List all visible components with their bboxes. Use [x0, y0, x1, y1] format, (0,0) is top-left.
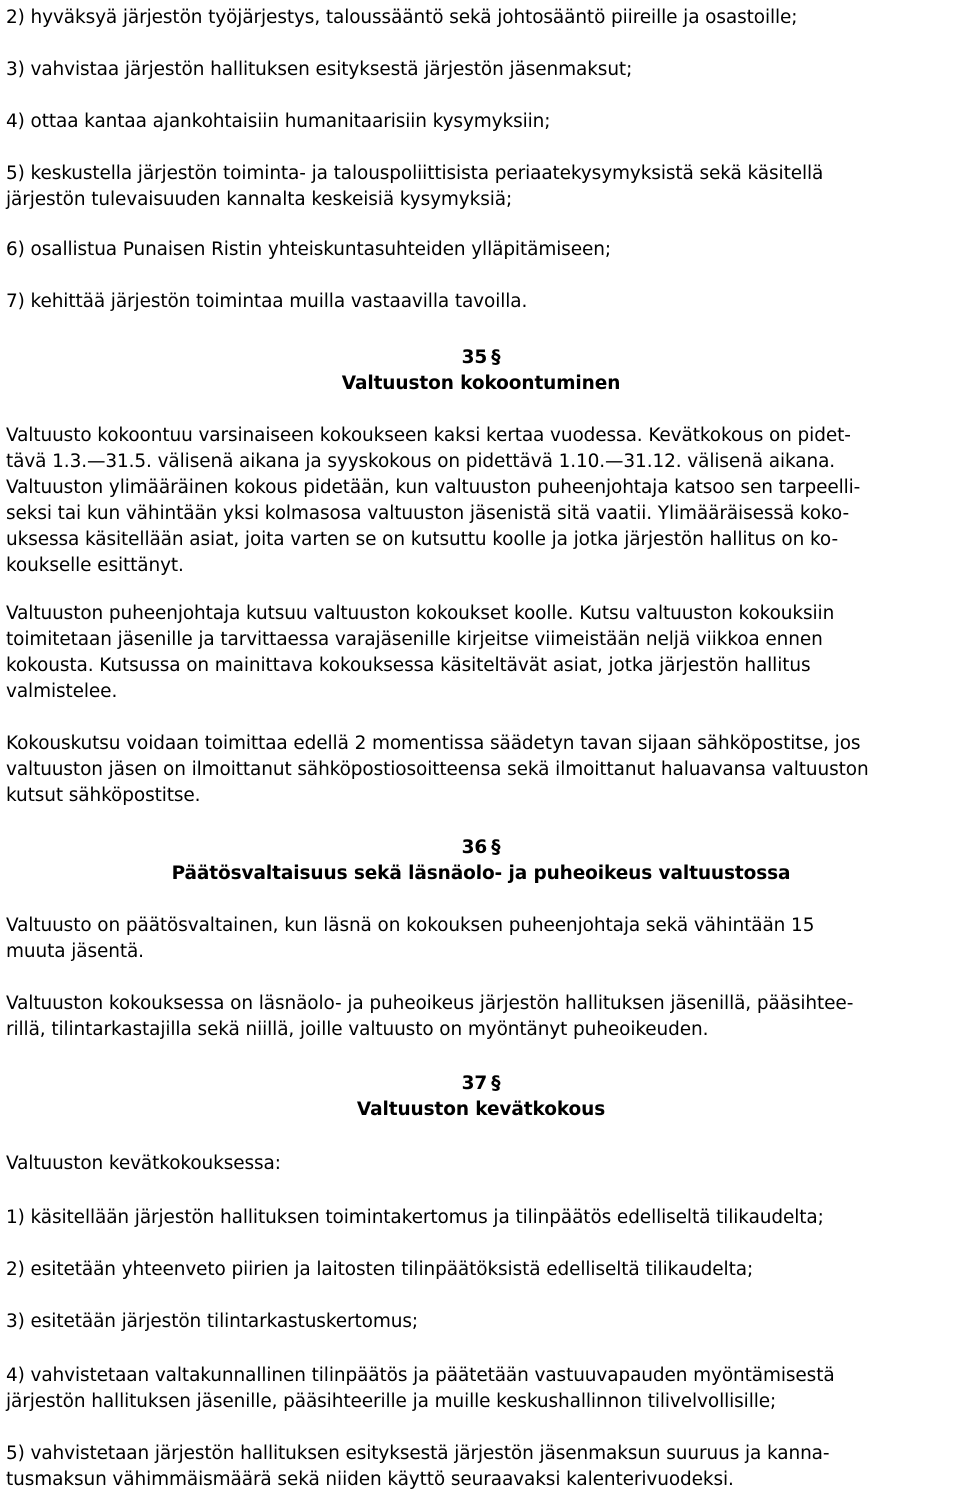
text-line: 7) kehittää järjestön toimintaa muilla vastaavilla tavoilla.: [6, 291, 528, 312]
text-line: 4) ottaa kantaa ajankohtaisiin humanitaarisiin kysymyksiin;: [6, 111, 551, 132]
list-item-6: [6, 237, 956, 263]
text-line: valmistelee.: [6, 681, 118, 702]
text-line: Kokouskutsu voidaan toimittaa edellä 2 momentissa säädetyn tavan sijaan sähköpostitse, jos: [6, 733, 861, 754]
section-37-item-1: [6, 1205, 956, 1231]
text-line: 2) esitetään yhteenveto piirien ja laitosten tilinpäätöksistä edelliseltä tilikaudelta;: [6, 1259, 754, 1280]
text-line: Valtuuston ylimääräinen kokous pidetään, kun valtuuston puheenjohtaja katsoo sen tarpeelli-: [6, 477, 861, 498]
text-line: 3) esitetään järjestön tilintarkastuskertomus;: [6, 1311, 418, 1332]
text-line: valtuuston jäsen on ilmoittanut sähköpostiosoitteensa sekä ilmoittanut haluavansa valtuuston: [6, 759, 869, 780]
text-line: toimitetaan jäsenille ja tarvittaessa varajäsenille kirjeitse viimeistään neljä viikkoa ennen: [6, 629, 823, 650]
section-number: 36: [461, 837, 488, 858]
section-36-paragraph-1: [6, 913, 956, 965]
list-item-7: [6, 289, 956, 315]
section-36-paragraph-2: [6, 991, 956, 1043]
section-symbol: §: [491, 347, 501, 368]
text-line: Valtuuston kokouksessa on läsnäolo- ja puheoikeus järjestön hallituksen jäsenillä, pääsihtee-: [6, 993, 854, 1014]
section-37-heading: [6, 1071, 956, 1123]
text-line: koukselle esittänyt.: [6, 555, 184, 576]
text-line: 3) vahvistaa järjestön hallituksen esityksestä järjestön jäsenmaksut;: [6, 59, 633, 80]
text-line: järjestön hallituksen jäsenille, pääsihteerille ja muille keskushallinnon tilivelvollisille;: [6, 1391, 777, 1412]
text-line: Valtuusto kokoontuu varsinaiseen kokoukseen kaksi kertaa vuodessa. Kevätkokous on pidet-: [6, 425, 851, 446]
text-line: 2) hyväksyä järjestön työjärjestys, taloussääntö sekä johtosääntö piireille ja osastoille;: [6, 7, 798, 28]
text-line: rillä, tilintarkastajilla sekä niillä, joille valtuusto on myöntänyt puheoikeuden.: [6, 1019, 709, 1040]
text-line: kokousta. Kutsussa on mainittava kokouksessa käsiteltävät asiat, jotka järjestön hallitus: [6, 655, 811, 676]
section-37-item-5: [6, 1441, 956, 1493]
section-title: Valtuuston kevätkokous: [356, 1099, 606, 1120]
text-line: 5) vahvistetaan järjestön hallituksen esityksestä järjestön jäsenmaksun suuruus ja kanna-: [6, 1443, 830, 1464]
text-line: 4) vahvistetaan valtakunnallinen tilinpäätös ja päätetään vastuuvapauden myöntämisestä: [6, 1365, 835, 1386]
section-36-heading: [6, 835, 956, 887]
text-line: järjestön tulevaisuuden kannalta keskeisiä kysymyksiä;: [6, 189, 513, 210]
section-35-paragraph-1: [6, 423, 956, 579]
list-item-2: [6, 5, 956, 31]
list-item-3: [6, 57, 956, 83]
section-37-intro: [6, 1151, 956, 1177]
section-37-item-3: [6, 1309, 956, 1335]
text-line: Valtuusto on päätösvaltainen, kun läsnä on kokouksen puheenjohtaja sekä vähintään 15: [6, 915, 815, 936]
list-item-5: [6, 161, 956, 213]
section-number: 35: [461, 347, 488, 368]
section-number-line: [6, 835, 956, 861]
text-line: tusmaksun vähimmäismäärä sekä niiden käyttö seuraavaksi kalenterivuodeksi.: [6, 1469, 734, 1490]
section-symbol: §: [491, 837, 501, 858]
section-number: 37: [461, 1073, 488, 1094]
text-line: seksi tai kun vähintään yksi kolmasosa valtuuston jäsenistä sitä vaatii. Ylimääräisessä koko-: [6, 503, 850, 524]
section-37-item-4: [6, 1363, 956, 1415]
section-number-line: [6, 1071, 956, 1097]
list-item-4: [6, 109, 956, 135]
text-line: Valtuuston puheenjohtaja kutsuu valtuuston kokoukset koolle. Kutsu valtuuston kokouksiin: [6, 603, 835, 624]
section-title: Valtuuston kokoontuminen: [341, 373, 621, 394]
text-line: uksessa käsitellään asiat, joita varten se on kutsuttu koolle ja jotka järjestön hallitus on ko-: [6, 529, 839, 550]
section-number-line: [6, 345, 956, 371]
section-35-paragraph-3: [6, 731, 956, 809]
section-title: Päätösvaltaisuus sekä läsnäolo- ja puheoikeus valtuustossa: [171, 863, 791, 884]
text-line: kutsut sähköpostitse.: [6, 785, 201, 806]
text-line: muuta jäsentä.: [6, 941, 144, 962]
section-35-heading: [6, 345, 956, 397]
section-35-paragraph-2: [6, 601, 956, 705]
section-symbol: §: [491, 1073, 501, 1094]
section-37-item-2: [6, 1257, 956, 1283]
text-line: Valtuuston kevätkokouksessa:: [6, 1153, 281, 1174]
text-line: 1) käsitellään järjestön hallituksen toimintakertomus ja tilinpäätös edelliseltä tilikaudelta;: [6, 1207, 824, 1228]
text-line: tävä 1.3.—31.5. välisenä aikana ja syyskokous on pidettävä 1.10.—31.12. välisenä aikana.: [6, 451, 836, 472]
text-line: 5) keskustella järjestön toiminta- ja talouspoliittisista periaatekysymyksistä sekä käsitellä: [6, 163, 824, 184]
text-line: 6) osallistua Punaisen Ristin yhteiskuntasuhteiden ylläpitämiseen;: [6, 239, 611, 260]
